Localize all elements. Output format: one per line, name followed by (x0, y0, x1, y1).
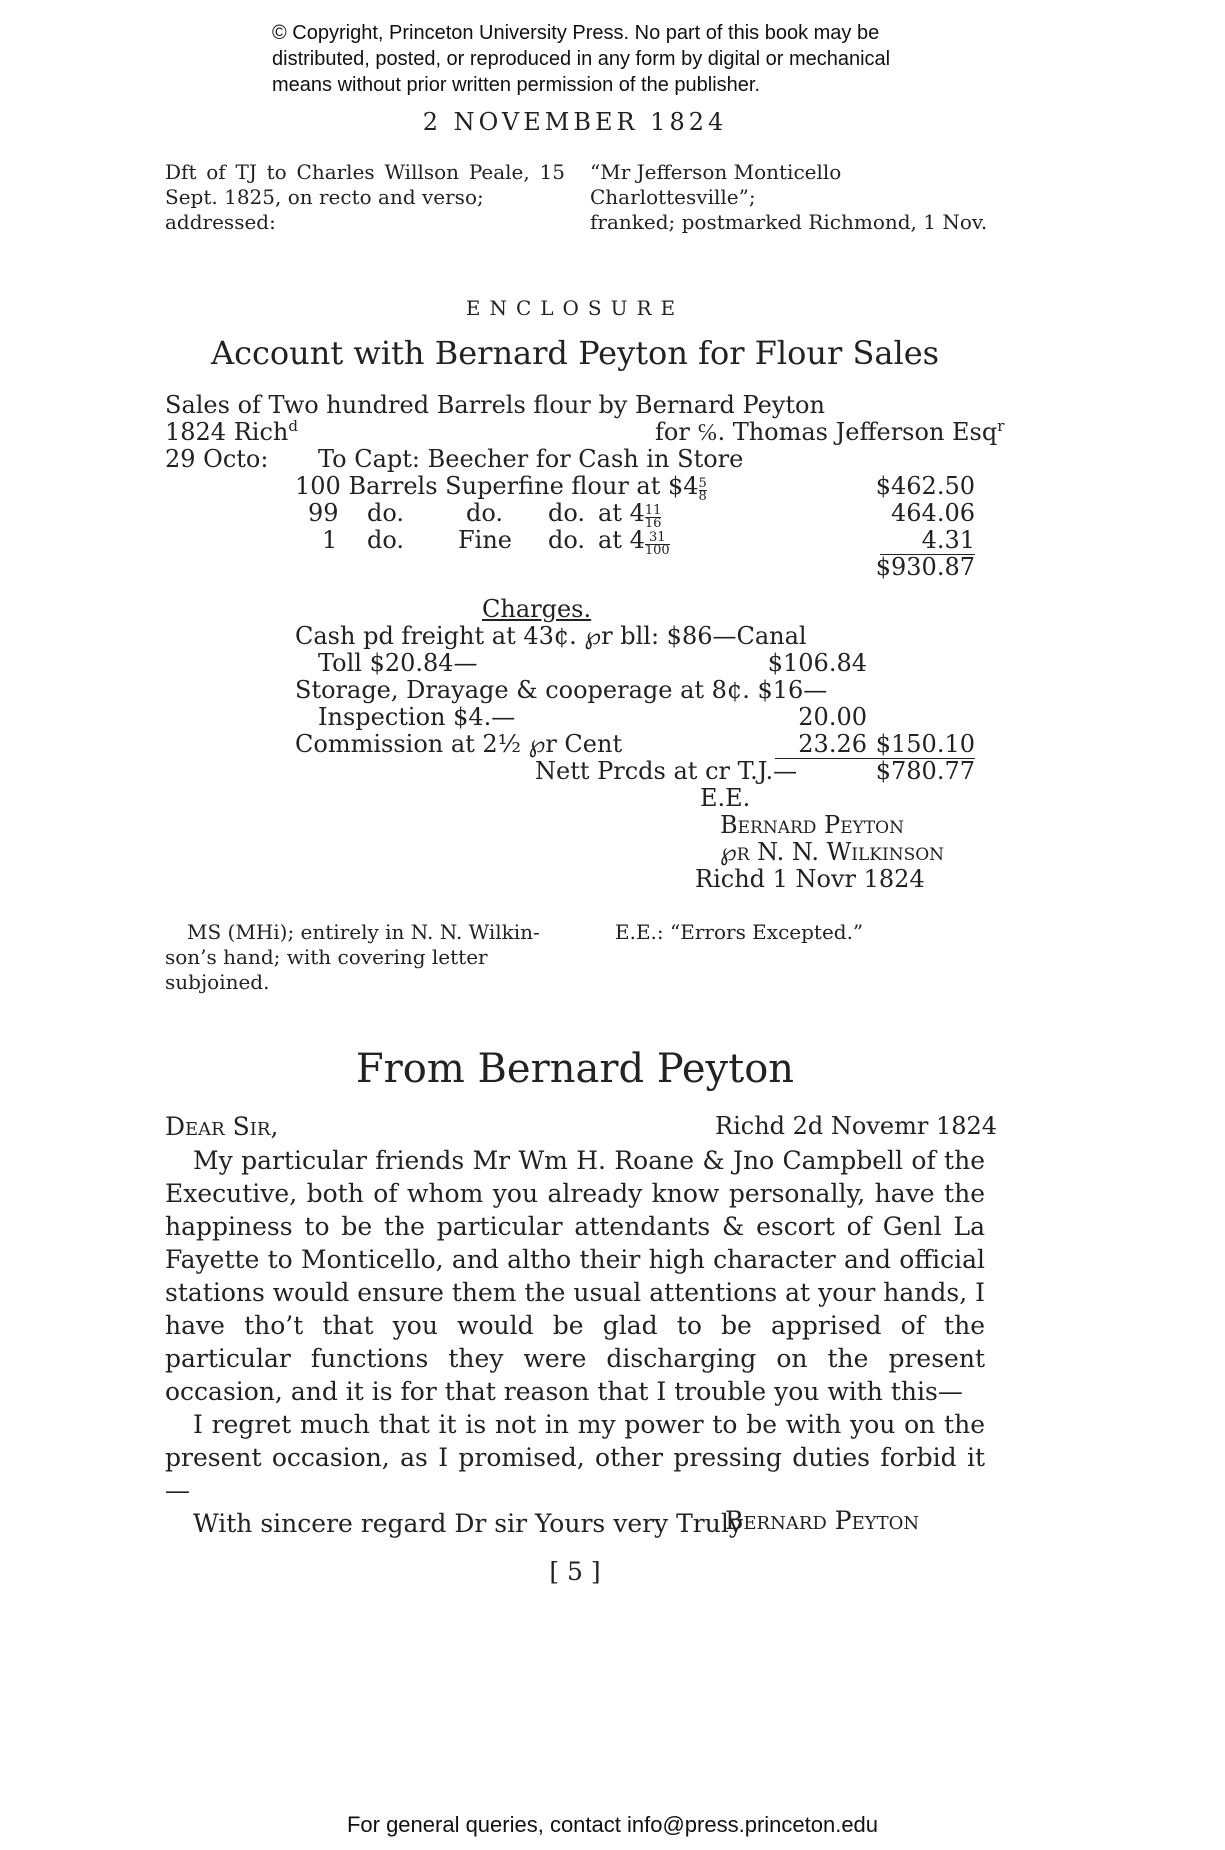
errors-excepted: E.E. (700, 784, 751, 812)
row-col3: do. (548, 499, 586, 527)
copyright-line: © Copyright, Princeton University Press. No part of this book may be (272, 22, 880, 44)
letter-paragraph: I regret much that it is not in my power to be with you on the present occasion, as I promised, other pressing duties forbid it— (165, 1410, 985, 1505)
account-to-capt: To Capt: Beecher for Cash in Store (318, 445, 744, 473)
running-head: 2 NOVEMBER 1824 (422, 108, 728, 136)
row-amount: 464.06 (891, 499, 975, 527)
letter-title: From Bernard Peyton (355, 1046, 795, 1092)
account-heading: Sales of Two hundred Barrels flour by Bernard Peyton (165, 391, 825, 419)
charge-line: Inspection $4.— (318, 703, 516, 731)
row-desc: Barrels Superfine flour at $4 (348, 472, 699, 500)
row-fraction (645, 532, 670, 557)
charge-amount: 23.26 (798, 730, 867, 758)
note-line: MS (MHi); entirely in N. N. Wilkin- (187, 920, 540, 944)
row-qty: 100 (295, 472, 341, 500)
enclosure-note-right (615, 920, 863, 945)
note-abbr: E.E.: (615, 920, 664, 944)
charge-amount: 20.00 (798, 703, 867, 731)
row-col3: do. (548, 526, 586, 554)
charge-line: Toll $20.84— (318, 649, 478, 677)
dateline: Richd 2d Novemr 1824 (715, 1112, 998, 1140)
row-qty: 1 (322, 526, 338, 554)
copyright-notice (272, 20, 992, 98)
fraction-numerator: 31 (645, 532, 670, 545)
fraction-denominator: 16 (644, 516, 662, 531)
fraction-denominator: 8 (698, 489, 707, 504)
place-year-text: 1824 Rich (165, 418, 289, 446)
salutation: Dear Sir, (165, 1112, 279, 1141)
row-amount: $462.50 (875, 472, 975, 500)
net-label: Nett Prcds at cr T.J.— (535, 757, 798, 785)
account-for-line (655, 419, 1004, 446)
copyright-line: distributed, posted, or reproduced in any form by digital or mechanical (272, 48, 891, 70)
row-qty: 99 (308, 499, 339, 527)
row-at-text: at 4 (598, 526, 645, 554)
fraction-numerator: 11 (644, 503, 662, 518)
row-col1: do. (367, 526, 405, 554)
charge-line: Commission at 2½ ℘r Cent (295, 730, 623, 758)
letter-paragraph: My particular friends Mr Wm H. Roane & Jno Campbell of the Executive, both of whom you already know personally, have the happiness to be the particular attendants & escort of Genl La Fayette to Monticello, and altho their high character and official stations would ensure them the usual attentions at your hands, I have tho’t that you would be glad to be apprised of the particular functions they were discharging on the present occasion, and it is for that reason that I trouble you with this— (165, 1146, 985, 1406)
row-col1: do. (367, 499, 405, 527)
for-line-text: for ℅. Thomas Jefferson Esq (655, 418, 998, 446)
note-text: “Errors Excepted.” (670, 920, 864, 944)
fraction-numerator: 5 (698, 476, 707, 491)
charge-line: Cash pd freight at 43¢. ℘r bll: $86—Canal (295, 622, 807, 650)
row-fraction (699, 478, 707, 503)
charges-label: Charges. (482, 595, 592, 623)
letter-signature: Bernard Peyton (725, 1506, 920, 1535)
charge-line: Storage, Drayage & cooperage at 8¢. $16— (295, 676, 828, 704)
enclosure-note-left (165, 920, 565, 995)
row-amount: 4.31 (921, 526, 975, 554)
prev-note-left-line: Sept. 1825, on recto and verso; addressed: (165, 185, 484, 234)
net-total: $780.77 (875, 757, 975, 785)
row-at (598, 527, 670, 557)
charge-amount: $106.84 (767, 649, 867, 677)
footer-contact: For general queries, contact info@press.princeton.edu (346, 1812, 879, 1837)
letter-closing: With sincere regard Dr sir Yours very Truly (193, 1509, 743, 1538)
account-date: 29 Octo: (165, 445, 269, 473)
row-col2: Fine (458, 526, 512, 554)
prev-note-left (165, 160, 565, 235)
enclosure-title: Account with Bernard Peyton for Flour Sales (210, 334, 940, 372)
prev-note-right-line: franked; postmarked Richmond, 1 Nov. (590, 210, 988, 234)
prev-note-right-line: “Mr Jefferson Monticello Charlottesville”; (590, 160, 842, 209)
letter-body (165, 1144, 985, 1540)
enclosure-label: ENCLOSURE (465, 296, 685, 320)
gross-total: $930.87 (875, 553, 975, 581)
for-line-sup: r (997, 417, 1005, 435)
page-number: [ 5 ] (549, 1557, 601, 1586)
prev-note-left-line: Dft of TJ to Charles Willson Peale, 15 (165, 160, 565, 184)
charges-total: $150.10 (875, 730, 975, 758)
prev-note-right (590, 160, 1000, 235)
place-year-sup: d (288, 417, 298, 435)
per-signature: ℘r N. N. Wilkinson (720, 838, 945, 866)
copyright-line: means without prior written permission of the publisher. (272, 74, 761, 96)
account-place-year (165, 419, 298, 446)
row-at-text: at 4 (598, 499, 645, 527)
sign-date: Richd 1 Novr 1824 (695, 865, 925, 893)
note-line: son’s hand; with covering letter subjoined. (165, 945, 488, 994)
fraction-denominator: 100 (644, 543, 670, 558)
row-col2: do. (466, 499, 504, 527)
signature: Bernard Peyton (720, 811, 904, 839)
